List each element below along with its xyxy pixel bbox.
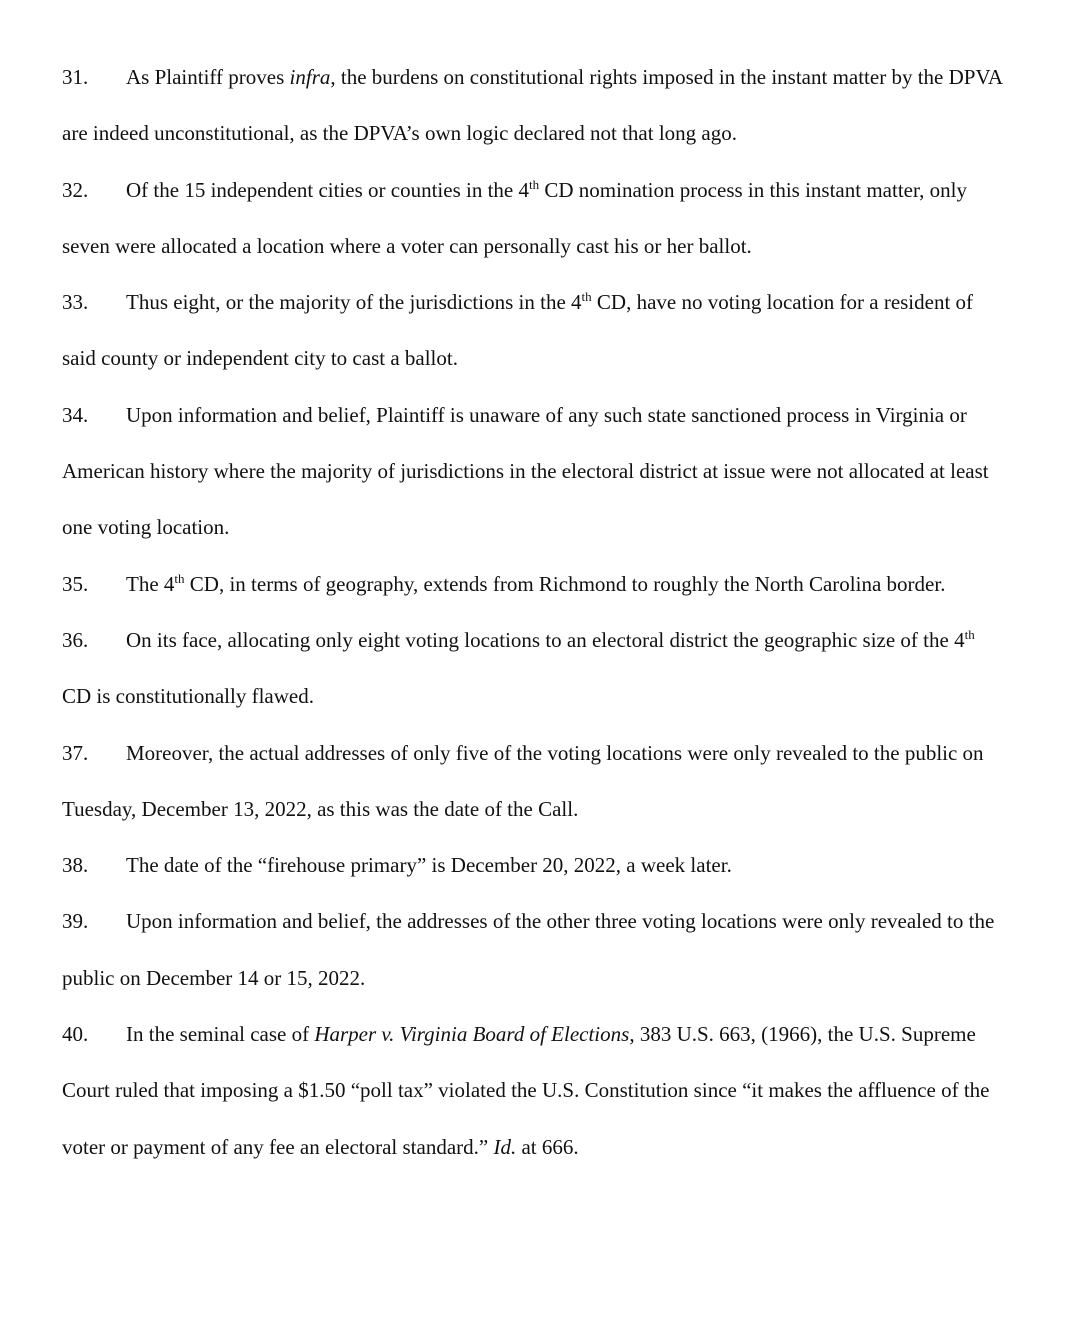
paragraph-text: CD nomination process in this instant matter, only seven were allocated a location where a voter can personally cast his or her ballot. xyxy=(62,177,967,258)
numbered-paragraph xyxy=(62,837,1007,893)
paragraph-text: Thus eight, or the majority of the jurisdictions in the 4 xyxy=(126,290,582,315)
paragraph-number: 38. xyxy=(62,853,89,878)
numbered-paragraph xyxy=(62,1006,1007,1175)
numbered-paragraph xyxy=(62,893,1007,1006)
paragraph-text: Upon information and belief, Plaintiff is unaware of any such state sanctioned process in Virginia or American history where the majority of jurisdictions in the electoral district at issue were not allocated at least one voting location. xyxy=(62,402,989,540)
numbered-paragraph xyxy=(62,387,1007,556)
paragraph-text: On its face, allocating only eight voting locations to an electoral district the geographic size of the 4 xyxy=(126,627,965,652)
paragraph-number: 37. xyxy=(62,740,89,765)
ordinal-superscript: th xyxy=(174,570,185,586)
paragraph-number: 34. xyxy=(62,402,89,427)
italic-citation-text: Id. xyxy=(493,1134,517,1159)
italic-citation-text: Harper v. Virginia Board of Elections xyxy=(314,1022,630,1047)
paragraph-text: The date of the “firehouse primary” is December 20, 2022, a week later. xyxy=(126,853,732,878)
paragraph-text: , 383 U.S. 663, (1966), the U.S. Supreme Court ruled that imposing a $1.50 “poll tax” violated the U.S. Constitution since “it makes the affluence of the voter or payment of any fee an electoral standard.” xyxy=(62,1022,990,1159)
paragraph-number: 31. xyxy=(62,65,89,89)
numbered-paragraph xyxy=(62,162,1007,275)
numbered-paragraph xyxy=(62,556,1007,612)
paragraph-text: CD, have no voting location for a resident of said county or independent city to cast a ballot. xyxy=(62,290,974,371)
paragraph-number: 36. xyxy=(62,627,89,652)
document-body xyxy=(62,49,1007,1175)
paragraph-text: , the burdens on constitutional rights imposed in the instant matter by the DPVA are indeed unconstitutional, as the DPVA’s own logic declared not that long ago. xyxy=(62,65,1002,146)
paragraph-number: 40. xyxy=(62,1022,89,1047)
paragraph-text: As Plaintiff proves xyxy=(126,65,290,89)
ordinal-superscript: th xyxy=(581,289,592,305)
paragraph-number: 35. xyxy=(62,571,89,596)
paragraph-number: 33. xyxy=(62,290,89,315)
numbered-paragraph xyxy=(62,49,1007,162)
paragraph-number: 39. xyxy=(62,909,89,934)
paragraph-text: at 666. xyxy=(516,1134,579,1159)
paragraph-text: CD, in terms of geography, extends from Richmond to roughly the North Carolina border. xyxy=(184,571,946,596)
paragraph-text: CD is constitutionally flawed. xyxy=(62,684,314,709)
paragraph-text: Moreover, the actual addresses of only five of the voting locations were only revealed to the public on Tuesday, December 13, 2022, as this was the date of the Call. xyxy=(62,740,984,821)
ordinal-superscript: th xyxy=(528,176,540,192)
paragraph-text: The 4 xyxy=(126,571,175,596)
ordinal-superscript: th xyxy=(964,626,975,642)
paragraph-text: In the seminal case of xyxy=(126,1022,315,1047)
paragraph-number: 32. xyxy=(62,177,89,202)
paragraph-text: Upon information and belief, the addresses of the other three voting locations were only revealed to the public on December 14 or 15, 2022. xyxy=(62,909,995,990)
numbered-paragraph xyxy=(62,725,1007,838)
italic-citation-text: infra xyxy=(289,65,331,89)
numbered-paragraph xyxy=(62,612,1007,725)
paragraph-text: Of the 15 independent cities or counties in the 4 xyxy=(126,177,529,202)
numbered-paragraph xyxy=(62,274,1007,387)
